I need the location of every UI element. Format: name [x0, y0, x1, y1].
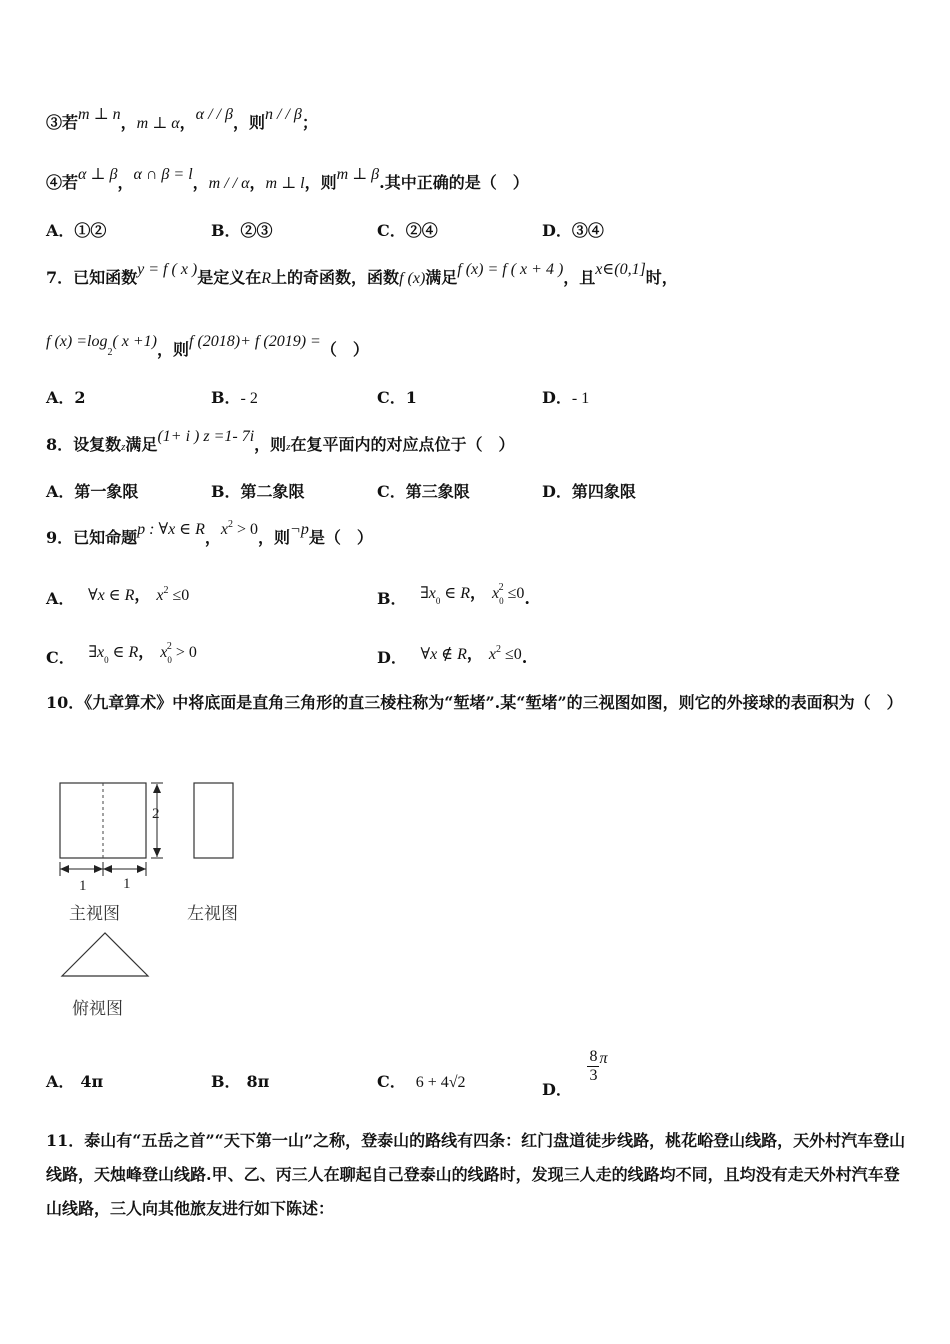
- math-relation: > 0: [232, 521, 258, 538]
- top-view-triangle: [62, 933, 148, 976]
- top-view-label: 俯视图: [72, 999, 123, 1019]
- option-text: ③④: [571, 221, 604, 240]
- math-exponent: 2: [495, 644, 501, 655]
- arrow-right-icon: [94, 865, 103, 873]
- math-variable: x: [488, 646, 496, 663]
- math-equation: (1+ i ) z =1- 7i: [157, 428, 255, 445]
- math-condition-4: m ⊥ l: [265, 175, 305, 192]
- text: ，: [134, 585, 151, 604]
- math-log: f (x) =log: [46, 333, 108, 350]
- text: 若: [62, 173, 79, 192]
- text: 是定义在: [197, 268, 262, 287]
- math-exponent: 2: [166, 641, 172, 652]
- math-condition-3: α / / β: [195, 106, 233, 123]
- text: ，: [138, 642, 155, 661]
- math-condition-1: α ⊥ β: [78, 166, 118, 183]
- q9-option-d: [377, 644, 528, 672]
- text: 上的奇函数，函数: [271, 268, 400, 287]
- math-variable: x: [160, 644, 168, 661]
- left-view-label: 左视图: [187, 904, 238, 924]
- option-key: B．: [211, 221, 241, 240]
- text: 满足: [125, 435, 158, 454]
- math-condition-2: α ∩ β = l: [133, 166, 193, 183]
- math-result: n / / β: [264, 106, 302, 123]
- math-result: m ⊥ β: [336, 166, 380, 183]
- q10-option-b: [211, 1071, 269, 1093]
- option-key: B．: [211, 482, 241, 501]
- math-function: y = f ( x ): [137, 261, 198, 278]
- option-text: 1: [405, 388, 417, 407]
- fraction-denominator: 3: [589, 1067, 598, 1084]
- math-subscript: 0: [104, 655, 109, 665]
- text: ，则: [254, 435, 287, 454]
- q10-option-c: [377, 1071, 466, 1094]
- text: ，: [249, 173, 266, 192]
- q8-stem: [46, 428, 515, 458]
- math-relation: ≤0: [168, 587, 190, 604]
- option-text: 第三象限: [405, 482, 470, 501]
- text: 是（ ）: [308, 528, 373, 547]
- item-marker: ③: [46, 113, 63, 132]
- option-key: D．: [542, 1080, 572, 1099]
- option-text: ②④: [405, 221, 438, 240]
- text: ，则: [258, 528, 291, 547]
- text: .其中正确的是（ ）: [379, 173, 529, 192]
- option-key: C．: [377, 1072, 406, 1091]
- text: ；: [301, 113, 318, 132]
- text: ，则: [232, 113, 265, 132]
- arrow-up-icon: [153, 784, 161, 793]
- option-key: A．: [46, 221, 75, 240]
- dimension-height-label: 2: [152, 806, 160, 822]
- q11-stem: 11．泰山有“五岳之首”“天下第一山”之称，登泰山的路线有四条：红门盘道徒步线路，桃花峪登山线路，天外村汽车登山线路，天烛峰登山线路.甲、乙、丙三人在聊起自己登泰山的线路时，发现三人走的线路均不同，且均没有走天外村汽车登山线路，三人向其他旅友进行如下陈述：: [46, 1131, 906, 1218]
- math-relation: > 0: [171, 644, 197, 661]
- q6-item4: [46, 166, 529, 195]
- text: ，则: [157, 340, 190, 359]
- option-key: A．: [46, 589, 75, 608]
- text: ，: [466, 644, 483, 663]
- arrow-left-icon: [103, 865, 112, 873]
- q9-option-a: [46, 585, 190, 613]
- option-text: 2: [74, 388, 86, 407]
- front-view-label: 主视图: [69, 904, 120, 924]
- fraction-numerator: 8: [589, 1048, 598, 1065]
- q9-option-b: [377, 582, 530, 613]
- option-key: D．: [377, 648, 407, 667]
- math-subscript: 2: [107, 347, 113, 358]
- text: 在复平面内的对应点位于（ ）: [290, 435, 515, 454]
- q8-option-c: [377, 481, 470, 503]
- q10-stem: 10．《九章算术》中将底面是直角三角形的直三棱柱称为“堑堵”.某“堑堵”的三视图如图，则它的外接球的表面积为（ ）: [46, 693, 903, 712]
- math-variable: x: [220, 521, 228, 538]
- option-key: D．: [542, 221, 572, 240]
- math-condition-2: m ⊥ α: [136, 115, 180, 132]
- text: .: [524, 589, 530, 608]
- math-variable: z: [121, 441, 126, 453]
- q7-stem-line1: [46, 261, 678, 290]
- option-text: 第四象限: [571, 482, 636, 501]
- option-key: B．: [377, 589, 407, 608]
- text: ，且: [563, 268, 596, 287]
- math-equation: f (x) = f ( x + 4 ): [457, 261, 564, 278]
- q7-option-a: [46, 387, 86, 409]
- option-key: C．: [377, 221, 406, 240]
- option-text: 第一象限: [74, 482, 139, 501]
- text: ，: [470, 583, 487, 602]
- math-variable: x: [156, 587, 164, 604]
- math-argument: ( x +1): [112, 333, 158, 350]
- option-text: ①②: [74, 221, 107, 240]
- left-view-rect: [194, 783, 233, 858]
- question-number: 7．已知函数: [46, 268, 138, 287]
- option-text: 8π: [246, 1072, 270, 1091]
- math-quantifier: ∃x: [88, 644, 105, 661]
- math-relation: ≤0: [503, 585, 525, 602]
- option-key: D．: [542, 482, 572, 501]
- math-exponent: 2: [227, 519, 233, 530]
- q9-option-c: [46, 641, 197, 672]
- text: ，则: [304, 173, 337, 192]
- dimension-width-label: 1: [123, 876, 131, 892]
- question-number: 9．已知命题: [46, 528, 138, 547]
- q8-option-b: [211, 481, 305, 503]
- q6-option-a: [46, 220, 106, 242]
- option-key: B．: [211, 388, 241, 407]
- option-text: - 1: [571, 390, 590, 407]
- arrow-left-icon: [60, 865, 69, 873]
- math-set: R: [261, 270, 272, 287]
- text: ，: [117, 173, 134, 192]
- q7-stem-line2: [46, 333, 369, 364]
- math-relation: ≤0: [500, 646, 522, 663]
- math-quantifier: ∀x ∉ R: [420, 646, 467, 663]
- dimension-width-label: 1: [79, 878, 87, 894]
- option-key: A．: [46, 388, 75, 407]
- math-expression: f (2018)+ f (2019) =: [189, 333, 321, 350]
- option-key: A．: [46, 482, 75, 501]
- option-text: 4π: [80, 1072, 104, 1091]
- math-variable: z: [286, 441, 291, 453]
- item-marker: ④: [46, 173, 63, 192]
- option-key: A．: [46, 1072, 75, 1091]
- text: 时，: [645, 268, 678, 287]
- math-subscript: 0: [167, 655, 172, 665]
- q9-stem: [46, 519, 373, 552]
- q6-option-d: [542, 220, 604, 242]
- option-text: ②③: [240, 221, 273, 240]
- option-key: C．: [46, 648, 75, 667]
- math-negation: ¬p: [290, 521, 309, 538]
- text: .: [521, 648, 528, 667]
- math-set: ∈ R: [108, 644, 139, 661]
- q8-option-a: [46, 481, 138, 503]
- math-subscript: 0: [499, 596, 504, 606]
- arrow-down-icon: [153, 848, 161, 857]
- math-quantifier: ∃x: [420, 585, 436, 602]
- option-key: D．: [542, 388, 572, 407]
- math-subscript: 0: [435, 596, 441, 606]
- math-interval: x∈(0,1]: [595, 261, 646, 278]
- text: 满足: [425, 268, 458, 287]
- math-variable: x: [492, 585, 500, 602]
- math-condition-1: m ⊥ n: [78, 106, 121, 123]
- text: ，: [179, 113, 196, 132]
- option-text: 第二象限: [240, 482, 305, 501]
- q7-option-b: [211, 387, 258, 410]
- arrow-right-icon: [137, 865, 146, 873]
- text: （ ）: [320, 340, 369, 359]
- math-proposition: p : ∀x ∈ R: [137, 521, 205, 538]
- text: ，: [192, 173, 209, 192]
- q6-option-c: [377, 220, 438, 242]
- text: ，: [204, 528, 221, 547]
- math-pi: π: [599, 1050, 608, 1067]
- q8-option-d: [542, 481, 636, 503]
- q7-option-d: [542, 387, 589, 410]
- option-key: C．: [377, 482, 406, 501]
- math-quantifier: ∀x ∈ R: [88, 587, 135, 604]
- option-key: B．: [211, 1072, 241, 1091]
- math-exponent: 2: [498, 582, 504, 593]
- math-condition-3: m / / α: [208, 175, 250, 192]
- math-function: f (x): [399, 270, 426, 287]
- text: ，: [120, 113, 137, 132]
- math-set: ∈ R: [440, 585, 471, 602]
- q6-option-b: [211, 220, 273, 242]
- option-text: - 2: [240, 390, 258, 407]
- fraction: [587, 1048, 599, 1085]
- text: 若: [62, 113, 79, 132]
- question-number: 8．设复数: [46, 435, 122, 454]
- q6-item3: [46, 106, 318, 135]
- option-key: C．: [377, 388, 406, 407]
- q10-option-a: [46, 1071, 103, 1093]
- option-text: 6 + 4√2: [415, 1074, 466, 1091]
- q10-option-d: [542, 1048, 608, 1099]
- q7-option-c: [377, 387, 417, 409]
- math-exponent: 2: [163, 585, 169, 596]
